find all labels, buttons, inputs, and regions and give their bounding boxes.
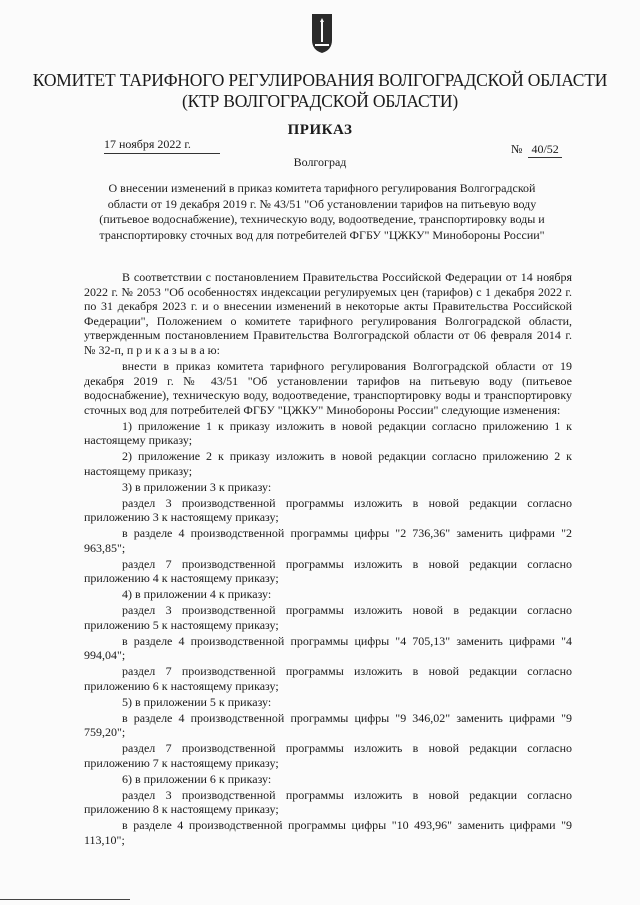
document-body: [84, 270, 572, 847]
number-value: 40/52: [528, 142, 561, 158]
footer-divider: [0, 899, 130, 900]
document-type: ПРИКАЗ: [287, 122, 353, 138]
list-item: в разделе 4 производственной программы цифры "2 736,36" заменить цифрами "2 963,85";: [84, 526, 572, 555]
organization-name: КОМИТЕТ ТАРИФНОГО РЕГУЛИРОВАНИЯ ВОЛГОГРАДСКОЙ ОБЛАСТИ: [32, 70, 608, 90]
list-item: в разделе 4 производственной программы цифры "10 493,96" заменить цифрами "9 113,10";: [84, 818, 572, 847]
lead-paragraph: внести в приказ комитета тарифного регулирования Волгоградской области от 19 декабря 2019 г. № 43/51 "Об установлении тарифов на питьевую воду (питьевое водоснабжение), техническую воду, водоотведение, транспортировку воды и транспортировку сточных вод для потребителей ФГБУ "ЦЖКУ" Минобороны России" следующие изменения:: [84, 359, 572, 417]
list-item: раздел 3 производственной программы изложить в новой редакции согласно приложению 3 к настоящему приказу;: [84, 495, 572, 524]
list-item: раздел 7 производственной программы изложить в новой редакции согласно приложению 7 к настоящему приказу;: [84, 741, 572, 770]
list-item: в разделе 4 производственной программы цифры "9 346,02" заменить цифрами "9 759,20";: [84, 710, 572, 739]
list-item: 2) приложение 2 к приказу изложить в новой редакции согласно приложению 2 к настоящему приказу;: [84, 449, 572, 478]
document-city: Волгоград: [293, 155, 347, 169]
list-item: в разделе 4 производственной программы цифры "4 705,13" заменить цифрами "4 994,04";: [84, 633, 572, 662]
list-item: 3) в приложении 3 к приказу:: [122, 479, 272, 494]
preamble-paragraph: В соответствии с постановлением Правительства Российской Федерации от 14 ноября 2022 г. № 2053 "Об особенностях индексации регулируемых цен (тарифов) с 1 декабря 2022 г. по 31 декабря 2023 г. и о внесении изменений в некоторые акты Правительства Российской Федерации", Положением о комитете тарифного регулирования Волгоградской области, утвержденным постановлением Правительства Волгоградской области от 06 февраля 2014 г. № 32-п, п р и к а з ы в а ю:: [84, 270, 572, 357]
list-item: 5) в приложении 5 к приказу:: [122, 694, 272, 709]
list-item: раздел 7 производственной программы изложить в новой редакции согласно приложению 4 к настоящему приказу;: [84, 556, 572, 585]
list-item: раздел 3 производственной программы изложить в новой редакции согласно приложению 8 к настоящему приказу;: [84, 787, 572, 816]
document-date: 17 ноября 2022 г.: [104, 137, 220, 154]
organization-title: [0, 70, 640, 112]
number-label: №: [511, 142, 523, 156]
organization-short-name: (КТР ВОЛГОГРАДСКОЙ ОБЛАСТИ): [182, 91, 458, 111]
volgograd-emblem-icon: [310, 12, 334, 54]
list-item: раздел 7 производственной программы изложить в новой редакции согласно приложению 6 к настоящему приказу;: [84, 664, 572, 693]
list-item: раздел 3 производственной программы изложить новой в редакции согласно приложению 5 к настоящему приказу;: [84, 603, 572, 632]
list-item: 1) приложение 1 к приказу изложить в новой редакции согласно приложению 1 к настоящему приказу;: [84, 418, 572, 447]
document-subject: О внесении изменений в приказ комитета тарифного регулирования Волгоградской области от 19 декабря 2019 г. № 43/51 "Об установлении тарифов на питьевую воду (питьевое водоснабжение), техническую воду, водоотведение, транспортировку воды и транспортировку сточных вод для потребителей ФГБУ "ЦЖКУ" Минобороны России": [99, 181, 545, 242]
list-item: 4) в приложении 4 к приказу:: [122, 587, 272, 601]
list-item: 6) в приложении 6 к приказу:: [122, 771, 272, 786]
